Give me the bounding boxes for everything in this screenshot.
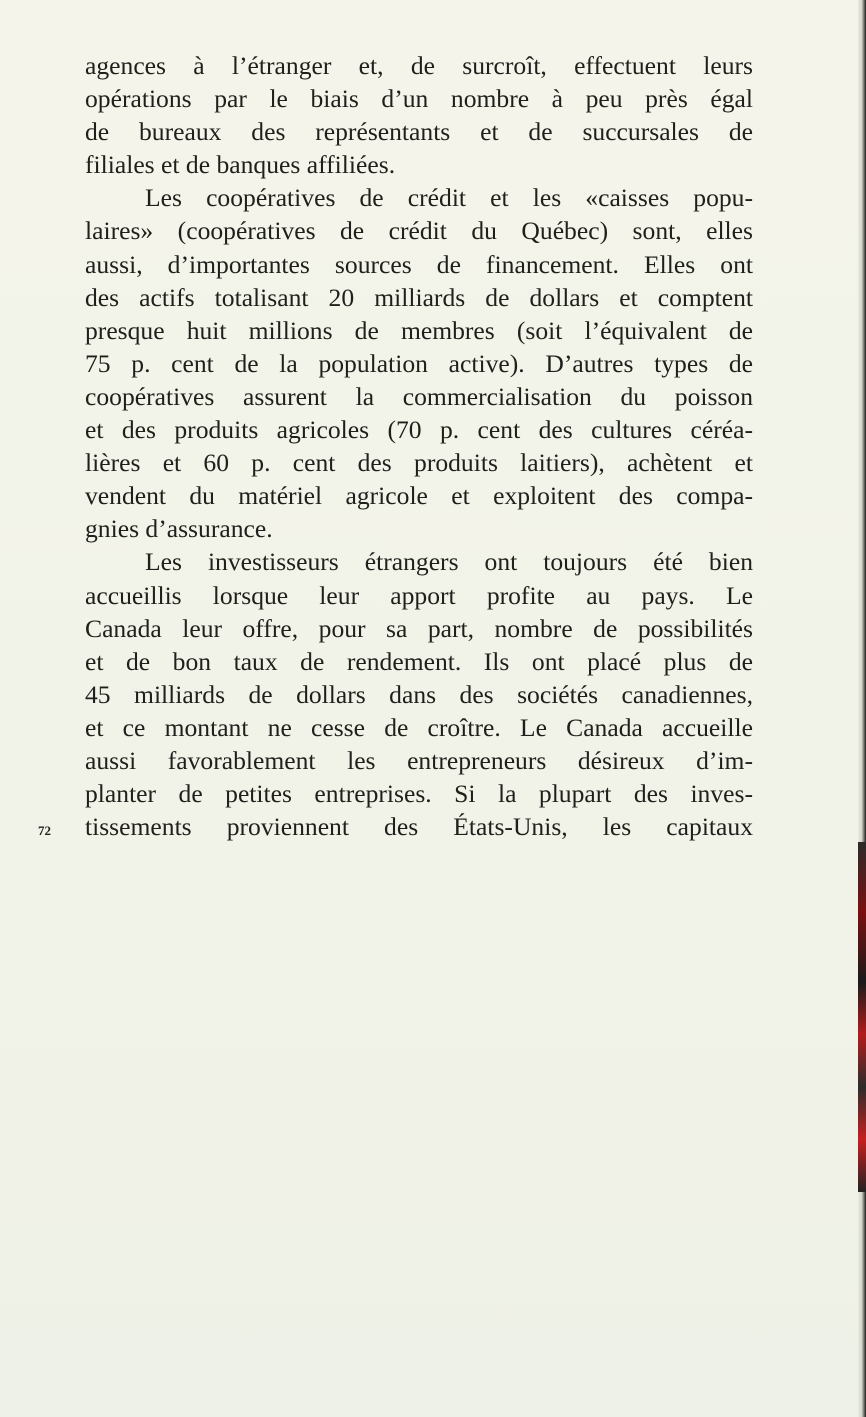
- text-line: tissements proviennent des États-Unis, les capitaux: [85, 812, 753, 842]
- text-line: 75 p. cent de la population active). D’autres types de: [85, 348, 753, 378]
- text-line: des actifs totalisant 20 milliards de dollars et comptent: [85, 282, 753, 312]
- body-text: [85, 49, 753, 843]
- text-line: lières et 60 p. cent des produits laitiers), achètent et: [85, 448, 753, 478]
- text-line: coopératives assurent la commercialisation du poisson: [85, 381, 753, 411]
- text-line: opérations par le biais d’un nombre à peu près égal: [85, 84, 753, 114]
- text-line: accueillis lorsque leur apport profite au pays. Le: [85, 580, 753, 610]
- text-line: laires» (coopératives de crédit du Québec) sont, elles: [85, 216, 753, 246]
- text-line: de bureaux des représentants et de succursales de: [85, 117, 753, 147]
- text-line: Les investisseurs étrangers ont toujours été bien: [145, 547, 753, 577]
- text-line: filiales et de banques affiliées.: [85, 150, 396, 180]
- text-line: Les coopératives de crédit et les «caisses popu-: [145, 183, 753, 213]
- text-line: presque huit millions de membres (soit l’équivalent de: [85, 315, 753, 345]
- text-line: planter de petites entreprises. Si la plupart des inves-: [85, 779, 753, 809]
- text-line: vendent du matériel agricole et exploitent des compa-: [85, 481, 753, 511]
- text-line: et ce montant ne cesse de croître. Le Canada accueille: [85, 712, 753, 742]
- page-number: 72: [38, 823, 51, 838]
- page-gutter-edge: [858, 0, 866, 1417]
- text-line: aussi, d’importantes sources de financement. Elles ont: [85, 249, 753, 279]
- text-line: et de bon taux de rendement. Ils ont placé plus de: [85, 646, 753, 676]
- adjacent-page-photo-edge: [858, 842, 866, 1192]
- text-line: gnies d’assurance.: [85, 514, 273, 544]
- text-line: Canada leur offre, pour sa part, nombre de possibilités: [85, 613, 753, 643]
- text-line: et des produits agricoles (70 p. cent des cultures céréa-: [85, 415, 753, 445]
- text-line: aussi favorablement les entrepreneurs désireux d’im-: [85, 745, 753, 775]
- text-line: 45 milliards de dollars dans des sociétés canadiennes,: [85, 679, 753, 709]
- text-line: agences à l’étranger et, de surcroît, effectuent leurs: [85, 51, 753, 80]
